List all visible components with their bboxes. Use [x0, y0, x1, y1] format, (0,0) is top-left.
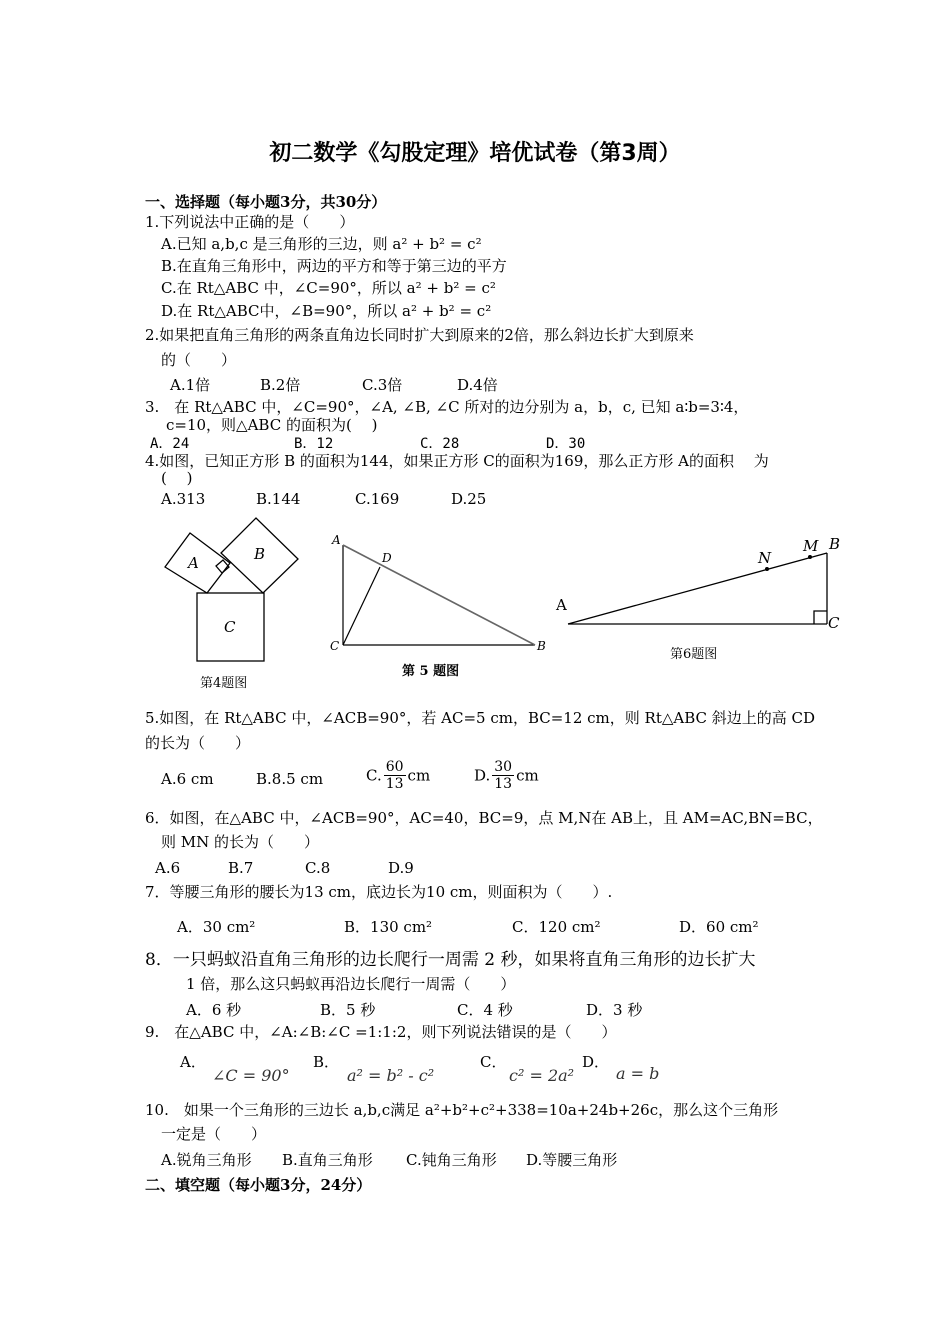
- q5-stem: 5.如图，在 Rt△ABC 中，∠ACB=90°，若 AC=5 cm，BC=12 cm，则 Rt△ABC 斜边上的高 CD: [145, 709, 816, 727]
- q6-option-b: B.7: [228, 859, 254, 877]
- q10-option-b: B.直角三角形: [282, 1151, 373, 1169]
- q3-option-a: A．24: [150, 436, 190, 452]
- q5-stem-cont: 的长为（ ）: [145, 734, 251, 752]
- q5-option-c-unit: cm: [407, 766, 431, 785]
- q5-option-b: B.8.5 cm: [256, 770, 324, 788]
- fig6-label-n: N: [758, 549, 772, 567]
- q3-option-d: D．30: [546, 436, 586, 452]
- fig4-label-b: B: [254, 545, 266, 563]
- q3-stem: 3. 在 Rt△ABC 中，∠C=90°，∠A, ∠B, ∠C 所对的边分别为 a，b，c, 已知 a∶b=3∶4，: [145, 398, 749, 416]
- q9-option-b: a² = b² - c²: [347, 1066, 435, 1085]
- q6-option-c: C.8: [305, 859, 331, 877]
- q10-option-d: D.等腰三角形: [526, 1151, 618, 1169]
- fig5-label-a: A: [332, 533, 341, 547]
- q4-stem: 4.如图，已知正方形 B 的面积为144，如果正方形 C的面积为169，那么正方形 A的面积 为: [145, 452, 769, 470]
- q5-d-denominator: 13: [494, 776, 513, 792]
- fig4-label-a: A: [188, 554, 199, 572]
- q2-option-c: C.3倍: [362, 376, 403, 394]
- q8-option-d: D．3 秒: [586, 1001, 643, 1019]
- q1-option-a: A.已知 a,b,c 是三角形的三边，则 a² + b² = c²: [161, 235, 482, 253]
- q1-option-b: B.在直角三角形中，两边的平方和等于第三边的平方: [161, 257, 507, 275]
- q1-option-c: C.在 Rt△ABC 中，∠C=90°，所以 a² + b² = c²: [161, 279, 496, 297]
- q8-option-b: B．5 秒: [320, 1001, 376, 1019]
- q10-option-a: A.锐角三角形: [161, 1151, 252, 1169]
- q4-option-a: A.313: [161, 490, 206, 508]
- figures-row: [150, 510, 850, 695]
- q2-stem: 2.如果把直角三角形的两条直角边长同时扩大到原来的2倍，那么斜边长扩大到原来: [145, 326, 694, 344]
- point-m: [808, 555, 812, 559]
- q4-option-c: C.169: [355, 490, 400, 508]
- q5-c-numerator: 60: [385, 759, 404, 775]
- q6-stem-cont: 则 MN 的长为（ ）: [161, 833, 320, 851]
- q2-stem-cont: 的（ ）: [161, 351, 237, 369]
- q7-option-d: D．60 cm²: [679, 918, 759, 936]
- q10-option-c: C.钝角三角形: [406, 1151, 497, 1169]
- q5-option-d-label: D.: [474, 766, 491, 785]
- q5-option-d: [474, 759, 539, 792]
- q8-option-a: A．6 秒: [186, 1001, 242, 1019]
- q9-option-d-label: D．: [582, 1053, 610, 1071]
- hypotenuse-ab: [568, 553, 827, 624]
- q1-stem: 1.下列说法中正确的是（ ）: [145, 213, 355, 231]
- fig5-label-c: C: [330, 639, 340, 653]
- q3-option-b: B．12: [294, 436, 334, 452]
- fig6-triangle: [568, 553, 827, 624]
- fig6-caption: 第6题图: [670, 647, 718, 662]
- hypotenuse-ab: [343, 545, 535, 645]
- q6-option-a: A.6: [155, 859, 181, 877]
- q9-option-b-label: B．: [313, 1053, 340, 1071]
- q4-stem-cont: ( ): [161, 469, 193, 487]
- section-heading-fill: 二、填空题（每小题3分，24分）: [145, 1176, 372, 1194]
- section-heading-choice: 一、选择题（每小题3分，共30分）: [145, 193, 387, 211]
- q5-d-numerator: 30: [494, 759, 513, 775]
- q7-option-c: C．120 cm²: [512, 918, 601, 936]
- fig6-label-a: A: [556, 596, 567, 614]
- right-angle-mark: [814, 611, 827, 624]
- q5-c-denominator: 13: [385, 776, 404, 792]
- q2-option-b: B.2倍: [260, 376, 301, 394]
- point-n: [765, 567, 769, 571]
- q5-option-d-fraction: [492, 759, 514, 792]
- q1-option-d: D.在 Rt△ABC中，∠B=90°，所以 a² + b² = c²: [161, 302, 492, 320]
- q8-option-c: C．4 秒: [457, 1001, 513, 1019]
- q3-stem-cont: c=10，则△ABC 的面积为( ): [166, 416, 378, 434]
- q9-stem: 9. 在△ABC 中，∠A:∠B:∠C =1:1:2，则下列说法错误的是（ ）: [145, 1023, 617, 1041]
- q8-stem: 8．一只蚂蚁沿直角三角形的边长爬行一周需 2 秒，如果将直角三角形的边长扩大: [145, 950, 756, 970]
- q6-option-d: D.9: [388, 859, 414, 877]
- q8-stem-cont: 1 倍，那么这只蚂蚁再沿边长爬行一周需（ ）: [186, 975, 516, 993]
- q9-option-c: c² = 2a²: [509, 1066, 575, 1085]
- q5-option-c: [366, 759, 430, 792]
- fig5-caption: 第 5 题图: [402, 664, 460, 679]
- q10-stem: 10. 如果一个三角形的三边长 a,b,c满足 a²+b²+c²+338=10a+24b+26c，那么这个三角形: [145, 1101, 779, 1119]
- q9-option-a-label: A．: [180, 1053, 206, 1071]
- q5-option-c-label: C.: [366, 766, 382, 785]
- fig4-label-c: C: [224, 618, 236, 636]
- q9-option-a: ∠C = 90°: [212, 1066, 290, 1085]
- altitude-cd: [343, 567, 380, 645]
- q10-stem-cont: 一定是（ ）: [161, 1125, 267, 1143]
- q3-option-c: C．28: [420, 436, 460, 452]
- q5-option-c-fraction: [384, 759, 406, 792]
- q5-option-d-unit: cm: [516, 766, 539, 785]
- fig5-label-d: D: [382, 551, 392, 565]
- fig5-label-b: B: [537, 639, 546, 653]
- q7-option-b: B．130 cm²: [344, 918, 433, 936]
- q7-option-a: A．30 cm²: [177, 918, 256, 936]
- q4-option-b: B.144: [256, 490, 301, 508]
- fig4-squares: [165, 518, 298, 661]
- q7-stem: 7．等腰三角形的腰长为13 cm，底边长为10 cm，则面积为（ ）.: [145, 883, 613, 901]
- q9-option-d: a = b: [616, 1064, 660, 1083]
- fig5-triangle: [343, 545, 535, 645]
- fig4-caption: 第4题图: [200, 676, 248, 691]
- q6-stem: 6．如图，在△ABC 中，∠ACB=90°，AC=40，BC=9，点 M,N在 AB上，且 AM=AC,BN=BC，: [145, 809, 823, 827]
- q2-option-d: D.4倍: [457, 376, 498, 394]
- q9-option-c-label: C．: [480, 1053, 507, 1071]
- fig6-label-c: C: [828, 614, 840, 632]
- fig6-label-m: M: [803, 537, 819, 555]
- q2-option-a: A.1倍: [170, 376, 211, 394]
- q5-option-a: A.6 cm: [161, 770, 214, 788]
- q4-option-d: D.25: [451, 490, 487, 508]
- page-title: 初二数学《勾股定理》培优试卷（第3周）: [269, 141, 681, 166]
- fig6-label-b: B: [829, 535, 841, 553]
